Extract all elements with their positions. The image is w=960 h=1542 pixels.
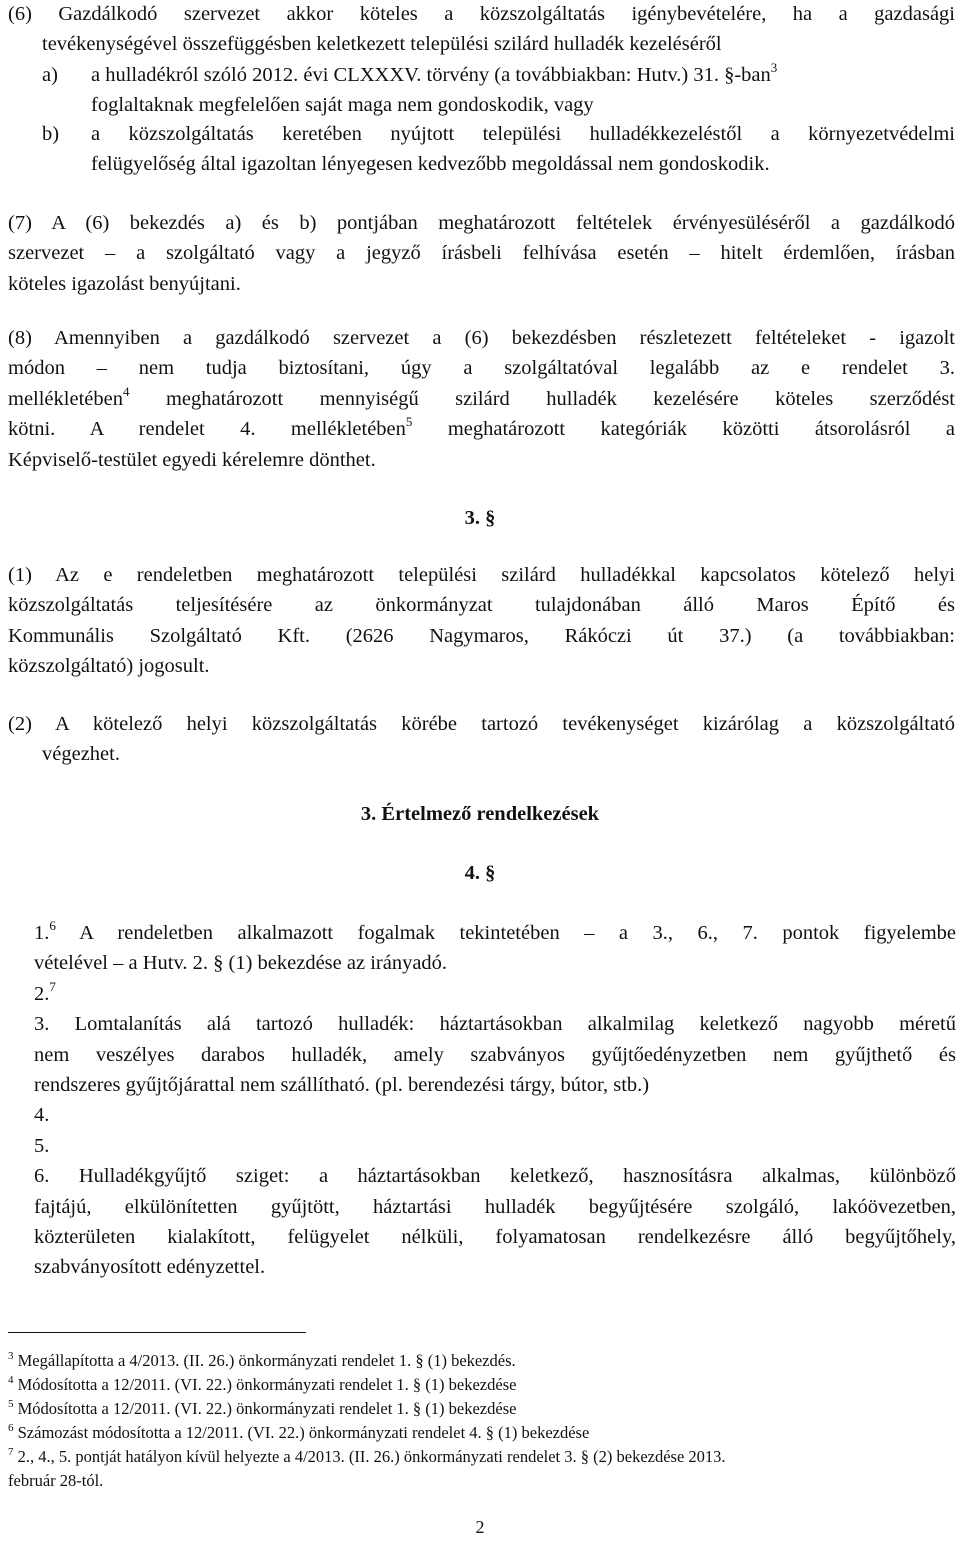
paragraph-8-line-2: módon – nem tudja biztosítani, úgy a szolgáltatóval legalább az e rendelet 3. [8, 357, 955, 380]
s3p1-line-2: közszolgáltatás teljesítésére az önkormányzat tulajdonában álló Maros Építő és [8, 594, 955, 617]
item-a-label: a) [42, 64, 58, 86]
paragraph-8-line-1: (8) Amennyiben a gazdálkodó szervezet a (6) bekezdésben részletezett feltételeket - igazolt [8, 327, 955, 349]
chapter-heading: 3. Értelmező rendelkezések [360, 803, 600, 825]
definition-1-line-2: vételével – a Hutv. 2. § (1) bekezdése az irányadó. [34, 952, 448, 975]
item-b-line-2: felügyelőség által igazoltan lényegesen kedvezőbb megoldással nem gondoskodik. [91, 153, 770, 176]
footnote-ref-4: 4 [122, 383, 130, 399]
footnote-3-text: Megállapította a 4/2013. (II. 26.) önkormányzati rendelet 1. § (1) bekezdés. [13, 1351, 516, 1370]
paragraph-6 [8, 0, 955, 60]
item-a-text: a hulladékról szóló 2012. évi CLXXXV. törvény (a továbbiakban: Hutv.) 31. §-ban [91, 64, 771, 86]
section-heading-4: 4. § [464, 862, 496, 884]
paragraph-8-line-3 [8, 384, 955, 414]
definition-4: 4. [34, 1104, 50, 1127]
s3p1-line-4: közszolgáltató) jogosult. [8, 655, 210, 678]
paragraph-6-item-a [42, 60, 955, 121]
s3p2-line-1: (2) A kötelező helyi közszolgáltatás körébe tartozó tevékenységet kizárólag a közszolgáltató [8, 713, 955, 735]
definition-1-text: A rendeletben alkalmazott fogalmak tekintetében – a 3., 6., 7. pontok figyelembe [55, 922, 956, 944]
footnote-7-text: 2., 4., 5. pontját hatályon kívül helyezte a 4/2013. (II. 26.) önkormányzati rendelet 3. § (2) bekezdése 2013. [13, 1447, 726, 1466]
footnote-6-text: Számozást módosította a 12/2011. (VI. 22.) önkormányzati rendelet 4. § (1) bekezdése [13, 1423, 590, 1442]
definition-3-line-2: nem veszélyes darabos hulladék, amely szabványos gyűjtőedényzetben nem gyűjthető és [34, 1043, 956, 1066]
paragraph-8 [8, 323, 955, 475]
footnote-3 [8, 1350, 516, 1372]
definition-5: 5. [34, 1134, 50, 1157]
paragraph-7-line-3: köteles igazolást benyújtani. [8, 272, 241, 295]
paragraph-7-line-1: (7) A (6) bekezdés a) és b) pontjában meghatározott feltételek érvényesüléséről a gazdálkodó [8, 212, 955, 234]
page-number: 2 [475, 1517, 485, 1537]
paragraph-6-item-b [42, 119, 955, 180]
p8-line4-start: kötni. A rendelet 4. mellékletében [8, 418, 406, 441]
footnote-6-number: 6 [8, 1422, 14, 1434]
footnote-5-text: Módosította a 12/2011. (VI. 22.) önkormányzati rendelet 1. § (1) bekezdése [13, 1399, 517, 1418]
definition-6-line-1: 6. Hulladékgyűjtő sziget: a háztartásokban keletkező, hasznosításra alkalmas, különböző [34, 1165, 956, 1188]
item-a-line-1 [91, 60, 955, 90]
paragraph-6-line-1: (6) Gazdálkodó szervezet akkor köteles a közszolgáltatás igénybevételére, ha a gazdasági [8, 3, 955, 25]
definition-2-number: 2. [34, 982, 50, 1005]
footnote-ref-6: 6 [49, 918, 56, 933]
footnote-7 [8, 1446, 726, 1468]
section-3-paragraph-1 [8, 560, 955, 682]
definition-6-line-4: szabványosított edényzettel. [34, 1256, 266, 1279]
item-b-line-1: a közszolgáltatás keretében nyújtott települési hulladékkezeléstől a környezetvédelmi [91, 123, 955, 145]
definition-1-number: 1. [34, 922, 50, 944]
definition-3-line-3: rendszeres gyűjtőjárattal nem szállítható. (pl. berendezési tárgy, bútor, stb.) [34, 1074, 650, 1097]
section-4-definitions [34, 918, 956, 1283]
definition-1-line-1 [34, 918, 956, 948]
footnote-5 [8, 1398, 516, 1420]
paragraph-8-line-5: Képviselő-testület egyedi kérelemre dönthet. [8, 448, 376, 471]
section-3-paragraph-2 [8, 709, 955, 770]
footnote-4 [8, 1374, 516, 1396]
footnote-7-continuation: február 28-tól. [8, 1471, 104, 1490]
paragraph-8-line-4 [8, 414, 955, 444]
footnote-3-number: 3 [8, 1350, 14, 1362]
footnote-6 [8, 1422, 589, 1444]
footnote-ref-3: 3 [770, 60, 778, 75]
footnote-7-number: 7 [8, 1446, 14, 1458]
footnote-5-number: 5 [8, 1398, 14, 1410]
s3p1-line-1: (1) Az e rendeletben meghatározott települési szilárd hulladékkal kapcsolatos kötelező helyi [8, 564, 955, 586]
footnote-ref-5: 5 [405, 414, 413, 430]
paragraph-7 [8, 208, 955, 299]
paragraph-6-line-2: tevékenységével összefüggésben keletkezett települési szilárd hulladék kezeléséről [42, 33, 722, 56]
footnote-4-number: 4 [8, 1374, 14, 1386]
definition-6-line-3: közterületen kialakított, felügyelet nélküli, folyamatosan rendelkezésre álló begyűjtőhely, [34, 1226, 956, 1249]
s3p2-line-2: végezhet. [42, 743, 120, 766]
definition-2 [34, 979, 956, 1009]
footnote-4-text: Módosította a 12/2011. (VI. 22.) önkormányzati rendelet 1. § (1) bekezdése [13, 1375, 517, 1394]
section-heading-3: 3. § [464, 507, 496, 529]
p8-line4-end: meghatározott kategóriák közötti átsorolásról a [412, 418, 956, 441]
item-b-label: b) [42, 123, 60, 145]
item-a-line-2: foglaltaknak megfelelően saját maga nem gondoskodik, vagy [91, 94, 594, 117]
p8-line3-end: meghatározott mennyiségű szilárd hulladék kezelésére köteles szerződést [129, 387, 955, 410]
definition-3-line-1: 3. Lomtalanítás alá tartozó hulladék: háztartásokban alkalmilag keletkező nagyobb méretű [34, 1013, 956, 1036]
paragraph-7-line-2: szervezet – a szolgáltató vagy a jegyző írásbeli felhívása esetén – hitelt érdemlően, írásban [8, 242, 955, 265]
definition-6-line-2: fajtájú, elkülönítetten gyűjtött, háztartási hulladék begyűjtésére szolgáló, lakóövezetben, [34, 1195, 956, 1218]
footnote-separator [8, 1332, 306, 1333]
footnote-ref-7: 7 [49, 978, 56, 994]
p8-line3-start: mellékletében [8, 387, 123, 410]
s3p1-line-3: Kommunális Szolgáltató Kft. (2626 Nagymaros, Rákóczi út 37.) (a továbbiakban: [8, 624, 955, 647]
